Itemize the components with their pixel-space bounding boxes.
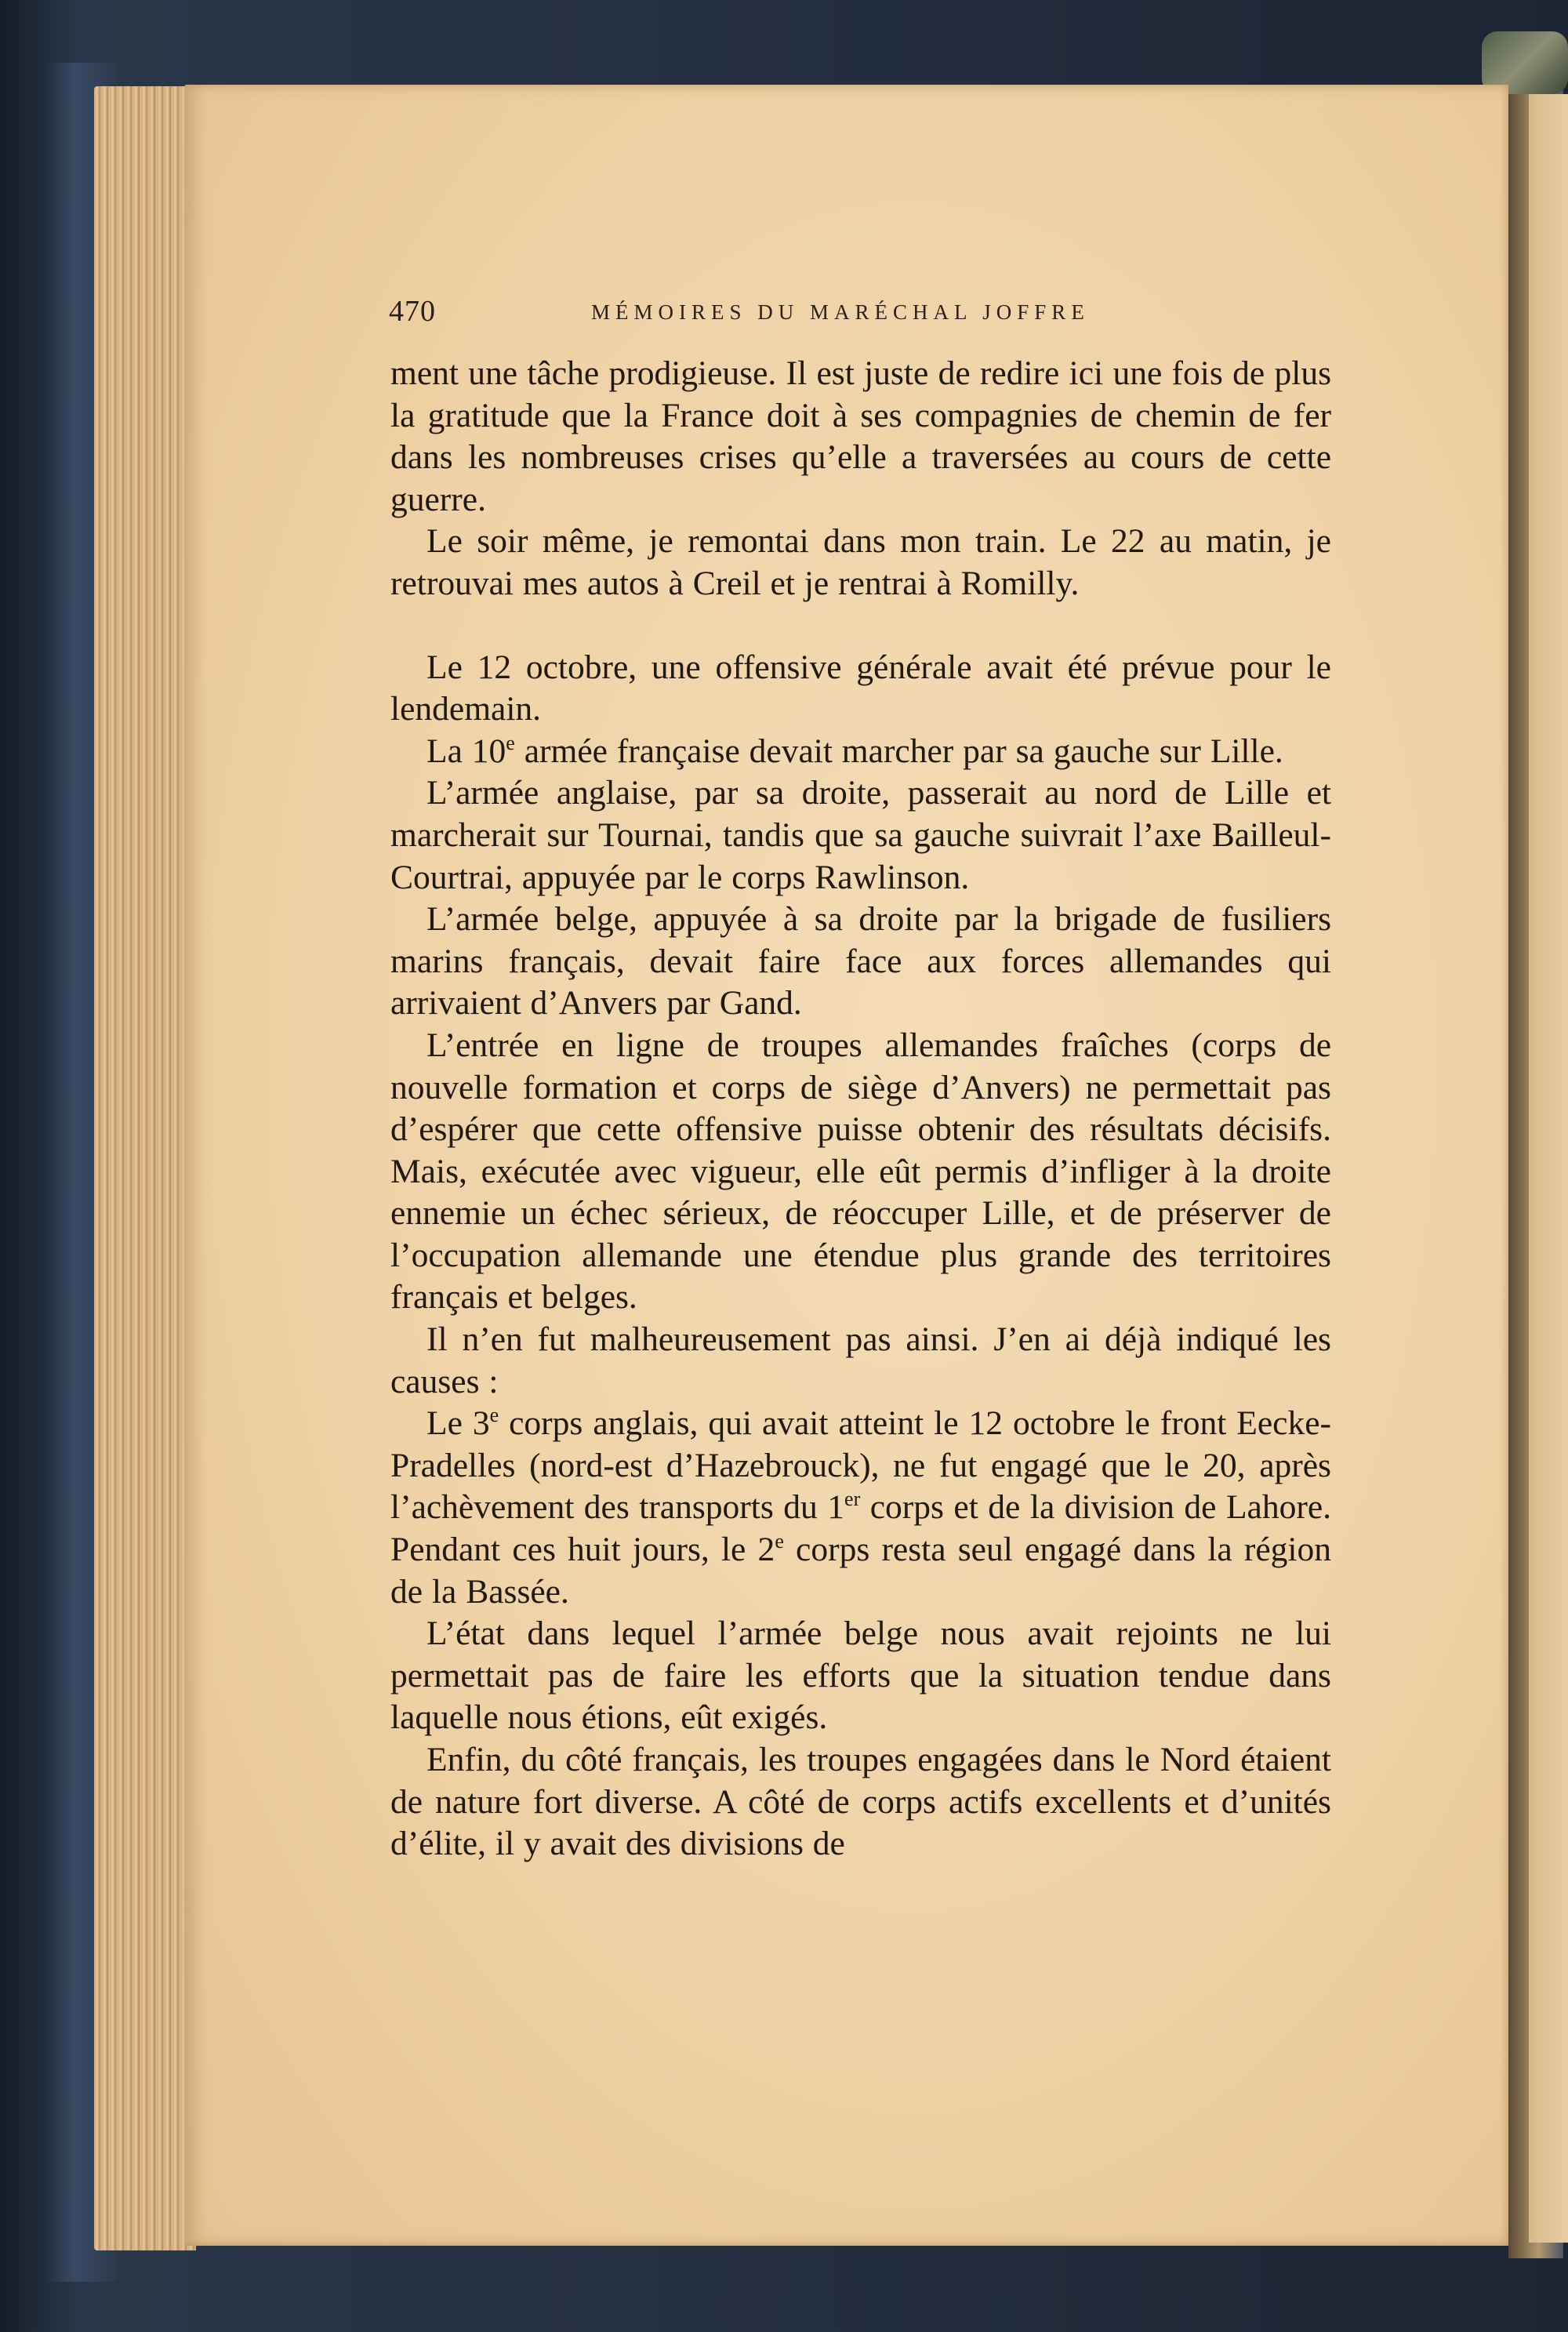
page-header xyxy=(389,294,1330,335)
paragraph-7: L’entrée en ligne de troupes allemandes fraîches (corps de nouvelle formation et corps de siège d’Anvers) ne permettait pas d’espérer que cette offensive puisse obtenir des résultats décisifs. Mais, exécutée avec vigueur, elle eût permis d’infliger à la droite ennemie un échec sérieux, de réoccuper Lille, et de préserver de l’occupation allemande une étendue plus grande des territoires français et belges. xyxy=(390,1026,1331,1317)
paragraph-9 xyxy=(390,1403,1331,1613)
page-edges xyxy=(94,86,196,2250)
paragraph-11: Enfin, du côté français, les troupes engagées dans le Nord étaient de nature fort diverse. A côté de corps actifs excellents et d’unités d’élite, il y avait des divisions de xyxy=(390,1741,1331,1863)
superscript: e xyxy=(775,1530,784,1553)
paragraph-2: Le soir même, je remontai dans mon train. Le 22 au matin, je retrouvai mes autos à Creil et je rentrai à Romilly. xyxy=(390,522,1331,602)
running-title: MÉMOIRES DU MARÉCHAL JOFFRE xyxy=(591,300,1090,324)
superscript: e xyxy=(489,1404,499,1427)
paragraph-5: L’armée anglaise, par sa droite, passerait au nord de Lille et marcherait sur Tournai, tandis que sa gauche suivrait l’axe Bailleul-Courtrai, appuyée par le corps Rawlinson. xyxy=(390,774,1331,896)
paragraph-9-text-d: corps resta seul engagé dans la région de la Bassée. xyxy=(390,1531,1331,1611)
paragraph-6: L’armée belge, appuyée à sa droite par la brigade de fusiliers marins français, devait faire face aux forces allemandes qui arrivaient d’Anvers par Gand. xyxy=(390,900,1331,1023)
paragraph-4-text-a: La 10 xyxy=(426,732,506,770)
body-text xyxy=(390,353,1331,1865)
superscript: e xyxy=(506,731,515,754)
paragraph-4 xyxy=(390,731,1331,773)
superscript: er xyxy=(844,1487,861,1511)
paragraph-10: L’état dans lequel l’armée belge nous avait rejoints ne lui permettait pas de faire les efforts que la situation tendue dans laquelle nous étions, eût exigés. xyxy=(390,1615,1331,1737)
paragraph-3: Le 12 octobre, une offensive générale avait été prévue pour le lendemain. xyxy=(390,648,1331,728)
facing-page-edge xyxy=(1529,94,1568,2243)
paragraph-1: ment une tâche prodigieuse. Il est juste de redire ici une fois de plus la gratitude que la France doit à ses compagnies de chemin de fer dans les nombreuses crises qu’elle a traversées au cours de cette guerre. xyxy=(390,354,1331,518)
paragraph-9-text-b: corps anglais, qui avait atteint le 12 octobre le front Eecke-Pradelles (nord-est d’Hazebrouck), ne fut engagé que le 20, après l’achèvement des transports du 1 xyxy=(390,1404,1331,1527)
paragraph-9-text-c: corps et de la division de Lahore. Pendant ces huit jours, le 2 xyxy=(390,1488,1332,1569)
paragraph-9-text-a: Le 3 xyxy=(426,1404,490,1443)
paragraph-8: Il n’en fut malheureusement pas ainsi. J’en ai déjà indiqué les causes : xyxy=(390,1320,1331,1400)
paragraph-4-text-b: armée française devait marcher par sa gauche sur Lille. xyxy=(514,732,1283,770)
page-number: 470 xyxy=(389,295,436,328)
